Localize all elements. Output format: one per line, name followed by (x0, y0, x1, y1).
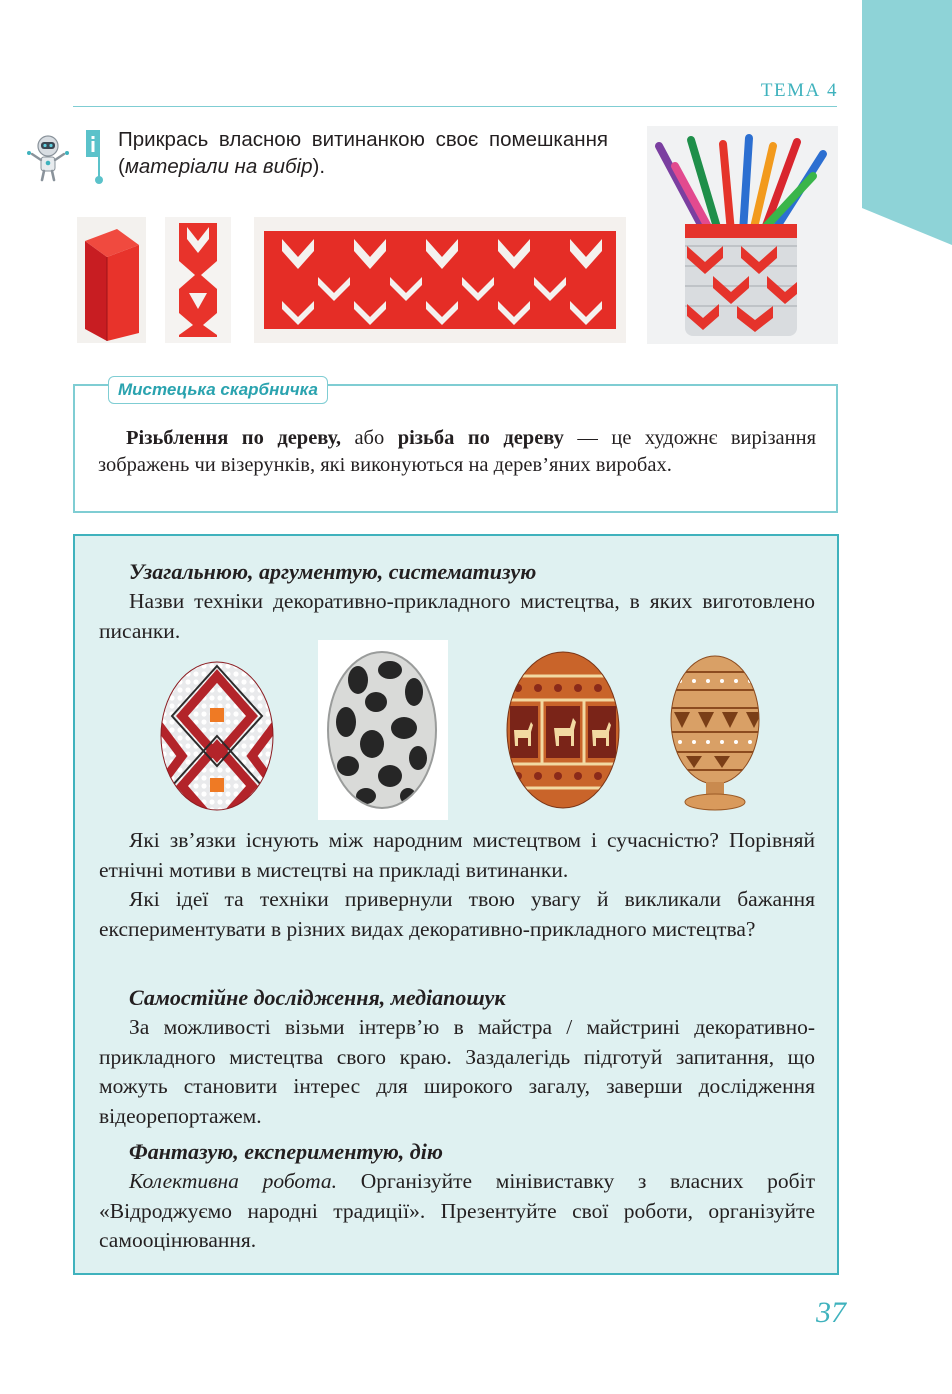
page-number: 37 (816, 1296, 846, 1329)
art-treasury-label: Мистецька скарбничка (108, 376, 328, 404)
beaded-egg-image (152, 646, 282, 816)
exhibition-task: Колективна робота. Організуйте мінівиставку з власних робіт «Відроджуємо народні традиції». Презентуйте свої роботи, організуйте самооцінювання. (99, 1169, 815, 1252)
corner-tab-decoration (862, 0, 952, 250)
vytynanka-ribbon-photo (254, 217, 626, 343)
header-rule (73, 106, 837, 107)
easter-egg-question: Назви техніки декоративно-прикладного мистецтва, в яких виготовлено писанки. (99, 589, 815, 643)
robot-icon (22, 132, 74, 184)
wooden-carved-egg-image (660, 646, 770, 816)
carved-shell-egg-image (318, 640, 448, 820)
wood-carving-definition: Різьблення по дереву, або різьба по дереву — це художнє вирізання зображень чи візерунків, які виконуються на дерев’яних виробах. (98, 427, 817, 476)
cut-paper-strip-photo (165, 217, 231, 343)
interview-task: За можливості візьми інтерв’ю в майстра / майстрині декоративно-прикладного мистецтва свого краю. Заздалегідь підготуй запитання, що можуть становити інтерес для широкого загалу, заверши дослідження відеорепортажем. (99, 1015, 815, 1128)
heading-fantasize: Фантазую, експериментую, дію (129, 1139, 443, 1164)
heading-research: Самостійне дослідження, медіапошук (129, 985, 506, 1010)
ideas-question: Які ідеї та техніки привернули твою увагу й викликали бажання експериментувати в різних видах декоративно-прикладного мистецтва? (99, 887, 815, 941)
modernity-question: Які зв’язки існують між народним мистецтвом і сучасністю? Порівняй етнічні мотиви в мистецтві на прикладі витинанки. (99, 828, 815, 882)
folded-paper-photo (77, 217, 146, 343)
topic-label: ТЕМА 4 (760, 80, 838, 101)
painted-deer-egg-image (498, 642, 628, 820)
task-text: Прикрась власною витинанкою своє помешкання (матеріали на вибір). (118, 128, 608, 178)
task-marker-icon (84, 128, 106, 186)
decorated-pencil-cup-photo (647, 126, 838, 344)
heading-generalize: Узагальнюю, аргументую, систематизую (129, 559, 537, 584)
